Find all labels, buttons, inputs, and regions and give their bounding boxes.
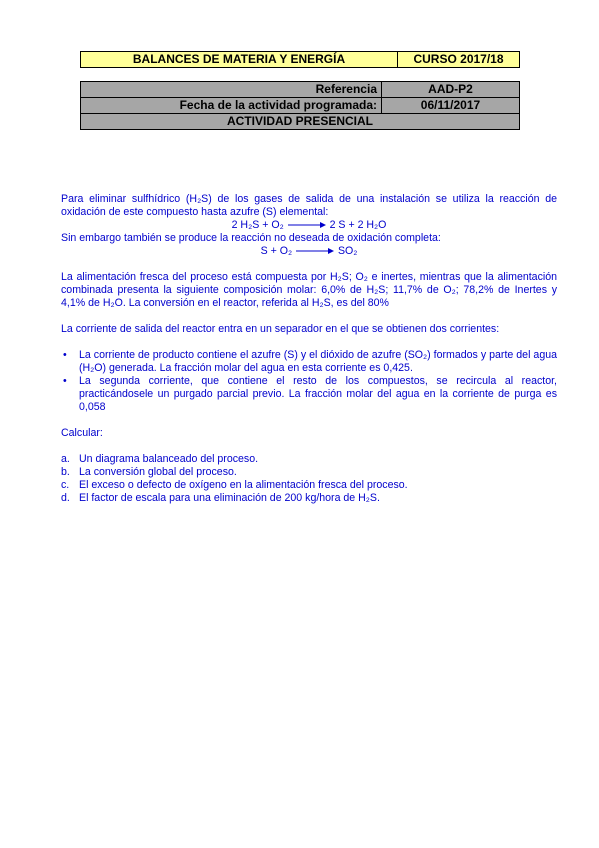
course-header-table — [80, 51, 520, 68]
course-label: CURSO 2017/18 — [398, 52, 520, 68]
equation-1-products: 2 S + 2 H₂O — [329, 219, 387, 231]
activity-type: ACTIVIDAD PRESENCIAL — [81, 114, 520, 130]
list-item — [61, 375, 557, 414]
arrow-right-icon — [295, 247, 335, 255]
reference-label: Referencia — [81, 82, 382, 98]
intro-paragraph: Para eliminar sulfhídrico (H₂S) de los gases de salida de una instalación se utiliza la reacción de oxidación de este compuesto hasta azufre (S) elemental: — [61, 193, 557, 218]
arrow-right-icon — [287, 221, 327, 229]
side-reaction-text: Sin embargo también se produce la reacción no deseada de oxidación completa: — [61, 232, 441, 244]
list-item — [61, 349, 557, 375]
question-letter: b. — [61, 466, 70, 478]
equation-2-products: SO₂ — [337, 245, 358, 257]
reference-value: AAD-P2 — [382, 82, 520, 98]
equation-1-reactants: 2 H₂S + O₂ — [231, 219, 284, 231]
date-label: Fecha de la actividad programada: — [81, 98, 382, 114]
question-letter: d. — [61, 492, 70, 504]
question-text: El exceso o defecto de oxígeno en la alimentación fresca del proceso. — [79, 479, 408, 491]
activity-info-table — [80, 81, 520, 130]
list-item-text: La corriente de producto contiene el azufre (S) y el dióxido de azufre (SO₂) formados y parte del agua (H₂O) generada. La fracción molar del agua en esta corriente es 0,425. — [79, 349, 557, 374]
separator-paragraph: La corriente de salida del reactor entra en un separador en el que se obtienen dos corrientes: — [61, 323, 500, 335]
date-value: 06/11/2017 — [382, 98, 520, 114]
list-item — [61, 492, 557, 505]
question-letter: c. — [61, 479, 70, 491]
list-item-text: La segunda corriente, que contiene el resto de los compuestos, se recircula al reactor, practicándosele un purgado parcial previo. La fracción molar del agua en la corriente de purga es 0,058 — [79, 375, 557, 413]
problem-statement — [61, 193, 557, 505]
bullet-icon: • — [63, 349, 67, 361]
bullet-icon: • — [63, 375, 67, 387]
list-item — [61, 453, 557, 466]
question-list — [61, 453, 557, 505]
reaction-equation-1 — [61, 219, 557, 232]
list-item — [61, 479, 557, 492]
feed-paragraph: La alimentación fresca del proceso está compuesta por H₂S; O₂ e inertes, mientras que la alimentación combinada presenta la siguiente composición molar: 6,0% de H₂S; 11,7% de O₂; 78,2% de Inertes y 4,1% de H₂O. La conversión en el reactor, referida al H₂S, es del 80% — [61, 271, 557, 309]
list-item — [61, 466, 557, 479]
document-title: BALANCES DE MATERIA Y ENERGÍA — [81, 52, 398, 68]
calc-label: Calcular: — [61, 427, 103, 439]
question-text: La conversión global del proceso. — [79, 466, 237, 478]
stream-list — [61, 349, 557, 414]
question-text: Un diagrama balanceado del proceso. — [79, 453, 259, 465]
equation-2-reactants: S + O₂ — [260, 245, 293, 257]
reaction-equation-2 — [61, 245, 557, 258]
question-letter: a. — [61, 453, 70, 465]
question-text: El factor de escala para una eliminación de 200 kg/hora de H₂S. — [79, 492, 380, 504]
